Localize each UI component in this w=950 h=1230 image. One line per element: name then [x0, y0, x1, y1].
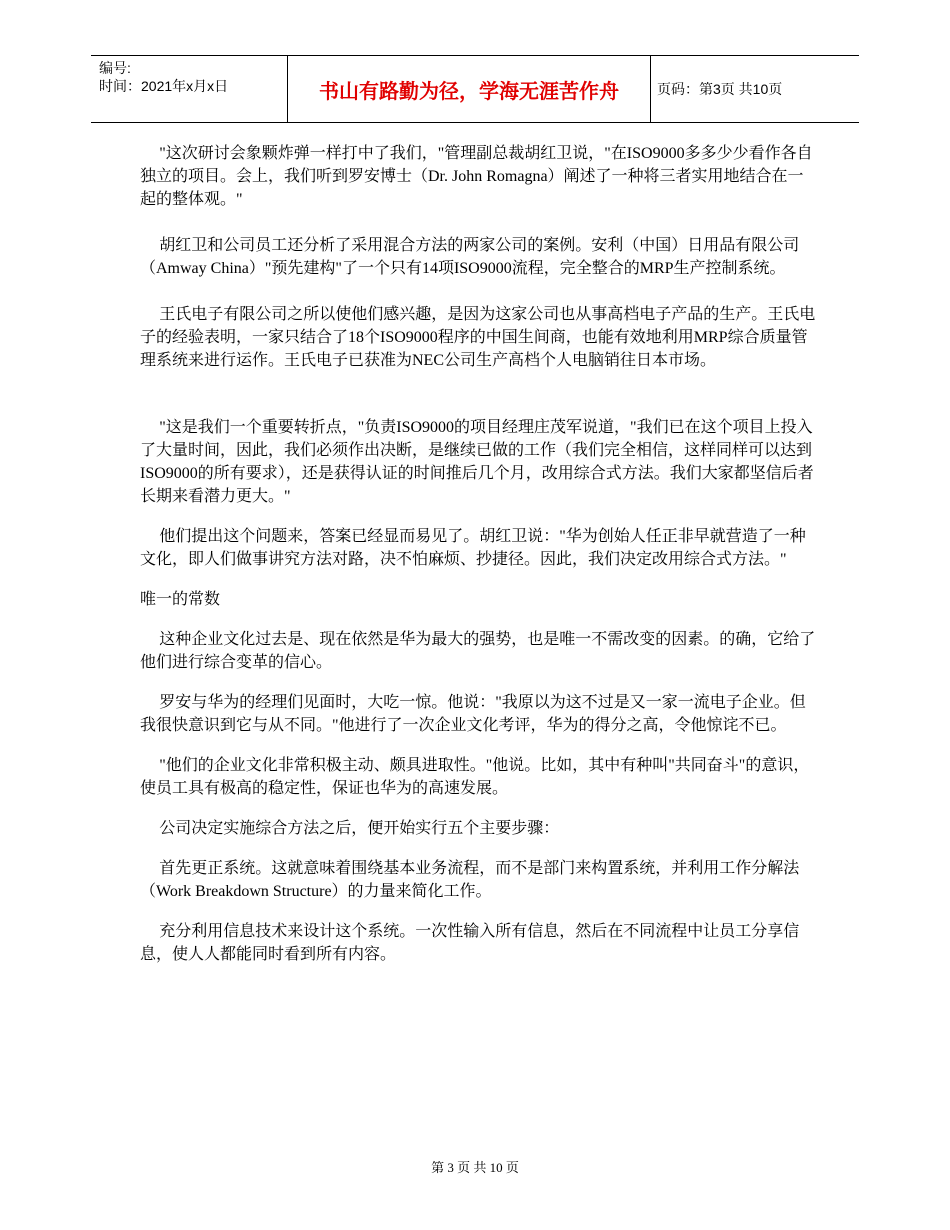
paragraph: 公司决定实施综合方法之后，便开始实行五个主要步骤：	[159, 820, 560, 837]
header-page-label: 页码：第3页 共10页	[657, 81, 783, 97]
number-label: 编号:	[99, 60, 131, 76]
paragraph: 首先更正系统。这就意味着围绕基本业务流程，而不是部门来构置系统，并利用工作分解法（Work Breakdown Structure）的力量来简化工作。	[140, 860, 800, 900]
time-label: 时间：2021年x月x日	[99, 78, 229, 94]
section-heading: 唯一的常数	[140, 591, 221, 608]
paragraph: 这种企业文化过去是、现在依然是华为最大的强势，也是唯一不需改变的因素。的确，它给了他们进行综合变革的信心。	[140, 631, 816, 671]
paragraph: "这次研讨会象颗炸弹一样打中了我们，"管理副总裁胡红卫说，"在ISO9000多多少少看作各自独立的项目。会上，我们听到罗安博士（Dr. John Romagna）阐述了一种将三者实用地结合在一起的整体观。"	[140, 145, 813, 208]
document-body	[140, 140, 816, 966]
paragraph: 他们提出这个问题来，答案已经显而易见了。胡红卫说："华为创始人任正非早就营造了一种文化，即人们做事讲究方法对路，决不怕麻烦、抄捷径。因此，我们决定改用综合式方法。"	[140, 528, 806, 568]
paragraph: 胡红卫和公司员工还分析了采用混合方法的两家公司的案例。安利（中国）日用品有限公司（Amway China）"预先建构"了一个只有14项ISO9000流程，完全整合的MRP生产控制系统。	[140, 237, 800, 277]
paragraph: 充分利用信息技术来设计这个系统。一次性输入所有信息，然后在不同流程中让员工分享信息，使人人都能同时看到所有内容。	[140, 923, 800, 963]
header-info	[91, 56, 287, 122]
paragraph: 王氏电子有限公司之所以使他们感兴趣，是因为这家公司也从事高档电子产品的生产。王氏电子的经验表明，一家只结合了18个ISO9000程序的中国生间商，也能有效地利用MRP综合质量管理系统来进行运作。王氏电子已获准为NEC公司生产高档个人电脑销往日本市场。	[140, 306, 816, 369]
paragraph: "他们的企业文化非常积极主动、颇具进取性。"他说。比如，其中有种叫"共同奋斗"的意识，使员工具有极高的稳定性，保证也华为的高速发展。	[140, 757, 810, 797]
header-motto: 书山有路勤为径，学海无涯苦作舟	[287, 56, 651, 122]
paragraph: "这是我们一个重要转折点，"负责ISO9000的项目经理庄茂军说道，"我们已在这个项目上投入了大量时间，因此，我们必须作出决断，是继续已做的工作（我们完全相信，这样同样可以达到ISO9000的所有要求），还是获得认证的时间推后几个月，改用综合式方法。我们大家都坚信后者长期来看潜力更大。"	[140, 419, 814, 505]
paragraph: 罗安与华为的经理们见面时，大吃一惊。他说："我原以为这不过是又一家一流电子企业。但我很快意识到它与从不同。"他进行了一次企业文化考评，华为的得分之高，令他惊诧不已。	[140, 694, 806, 734]
page-header	[91, 55, 859, 123]
page-footer: 第 3 页 共 10 页	[431, 1160, 519, 1175]
